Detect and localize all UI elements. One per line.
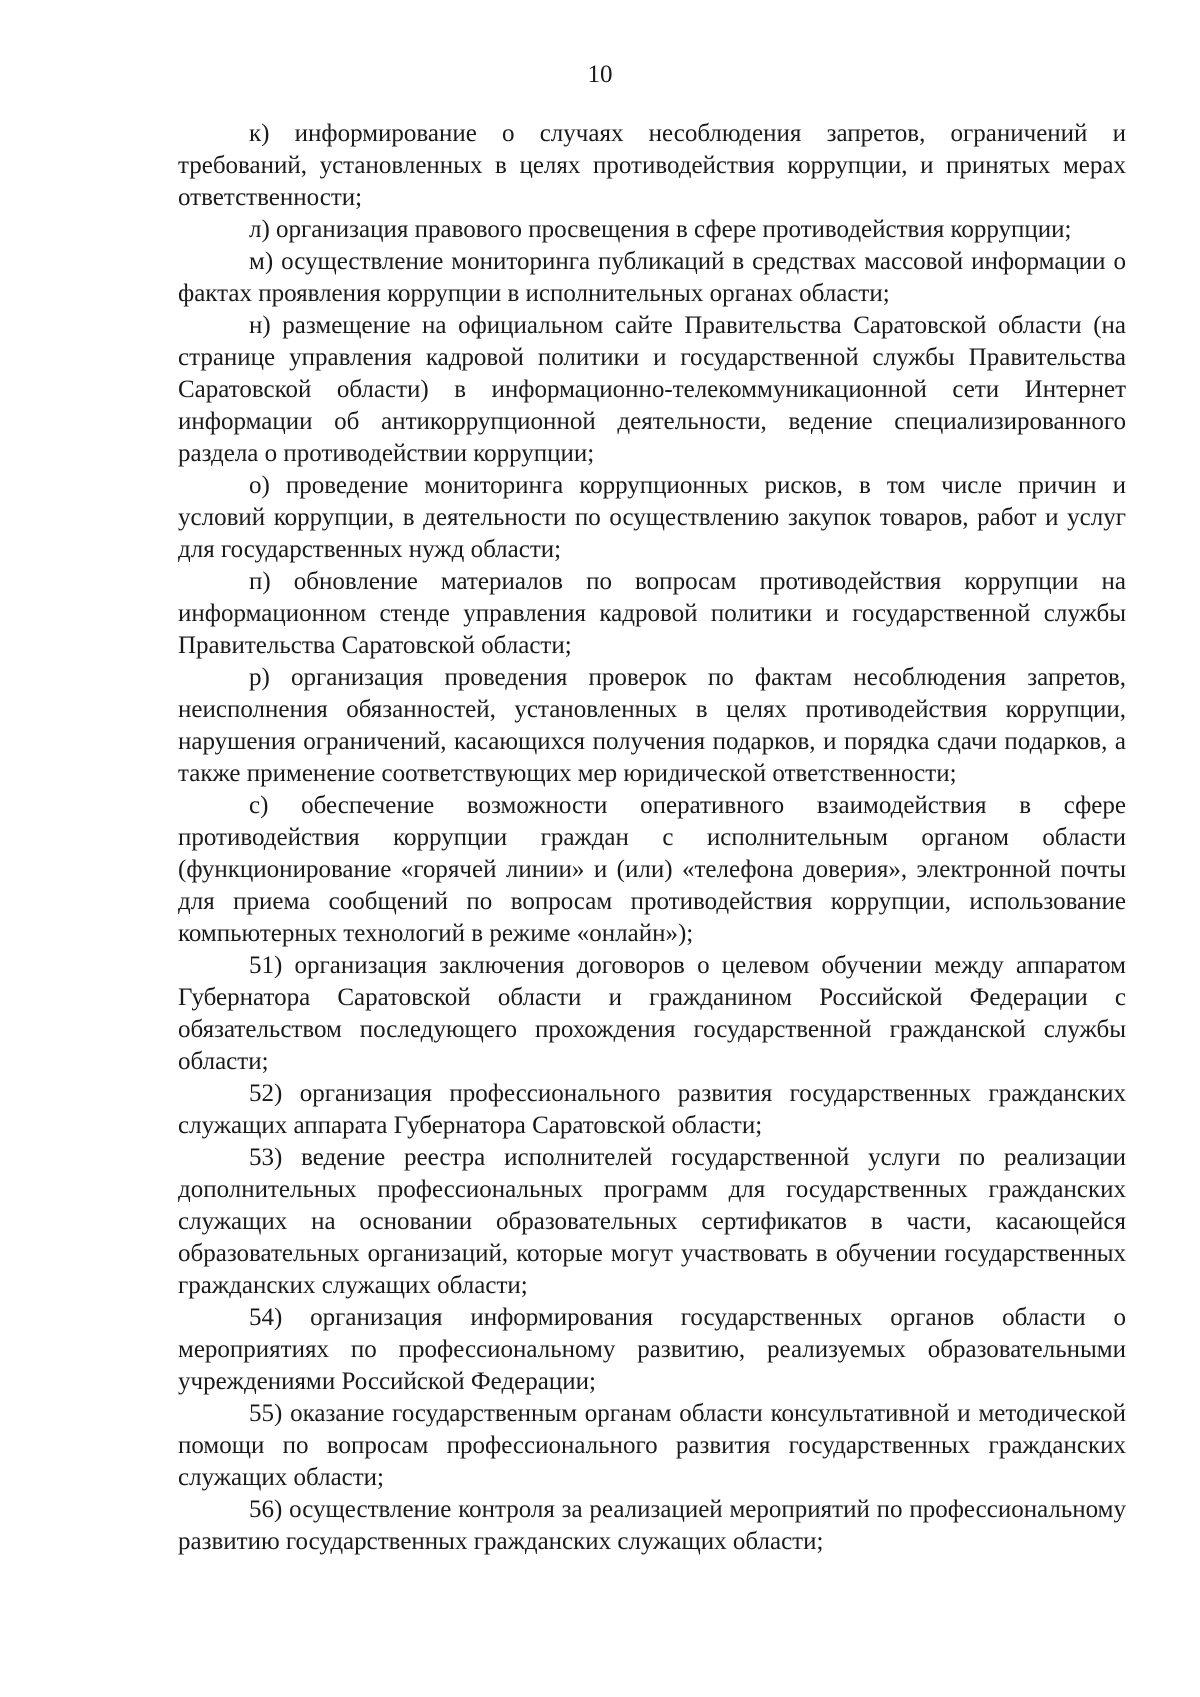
paragraph-55: 55) оказание государственным органам области консультативной и методической помощи по вопросам профессионального развития государственных гражданских служащих области;: [178, 1400, 1126, 1491]
paragraph-m: м) осуществление мониторинга публикаций в средствах массовой информации о фактах проявления коррупции в исполнительных органах области;: [178, 248, 1126, 307]
paragraph-p: п) обновление материалов по вопросам противодействия коррупции на информационном стенде управления кадровой политики и государственной службы Правительства Саратовской области;: [178, 568, 1126, 659]
paragraph-53: 53) ведение реестра исполнителей государственной услуги по реализации дополнительных профессиональных программ для государственных гражданских служащих на основании образовательных сертификатов в части, касающейся образовательных организаций, которые могут участвовать в обучении государственных гражданских служащих области;: [178, 1144, 1126, 1299]
paragraph-54: 54) организация информирования государственных органов области о мероприятиях по профессиональному развитию, реализуемых образовательными учреждениями Российской Федерации;: [178, 1304, 1126, 1395]
paragraph-s: с) обеспечение возможности оперативного взаимодействия в сфере противодействия коррупции граждан с исполнительным органом области (функционирование «горячей линии» и (или) «телефона доверия», электронной почты для приема сообщений по вопросам противодействия коррупции, использование компьютерных технологий в режиме «онлайн»);: [178, 792, 1126, 947]
paragraph-l: л) организация правового просвещения в сфере противодействия коррупции;: [249, 216, 1072, 243]
paragraph-52: 52) организация профессионального развития государственных гражданских служащих аппарата Губернатора Саратовской области;: [178, 1080, 1126, 1139]
paragraph-56: 56) осуществление контроля за реализацией мероприятий по профессиональному развитию государственных гражданских служащих области;: [178, 1496, 1126, 1555]
paragraph-o: о) проведение мониторинга коррупционных рисков, в том числе причин и условий коррупции, в деятельности по осуществлению закупок товаров, работ и услуг для государственных нужд области;: [178, 472, 1126, 563]
paragraph-51: 51) организация заключения договоров о целевом обучении между аппаратом Губернатора Саратовской области и гражданином Российской Федерации с обязательством последующего прохождения государственной гражданской службы области;: [178, 952, 1126, 1075]
document-body: [178, 118, 1126, 1558]
page-number: 10: [587, 61, 613, 88]
paragraph-r: р) организация проведения проверок по фактам несоблюдения запретов, неисполнения обязанностей, установленных в целях противодействия коррупции, нарушения ограничений, касающихся получения подарков, и порядка сдачи подарков, а также применение соответствующих мер юридической ответственности;: [178, 664, 1126, 787]
paragraph-k: к) информирование о случаях несоблюдения запретов, ограничений и требований, установленных в целях противодействия коррупции, и принятых мерах ответственности;: [178, 120, 1126, 211]
paragraph-n: н) размещение на официальном сайте Правительства Саратовской области (на странице управления кадровой политики и государственной службы Правительства Саратовской области) в информационно-телекоммуникационной сети Интернет информации об антикоррупционной деятельности, ведение специализированного раздела о противодействии коррупции;: [178, 312, 1126, 467]
